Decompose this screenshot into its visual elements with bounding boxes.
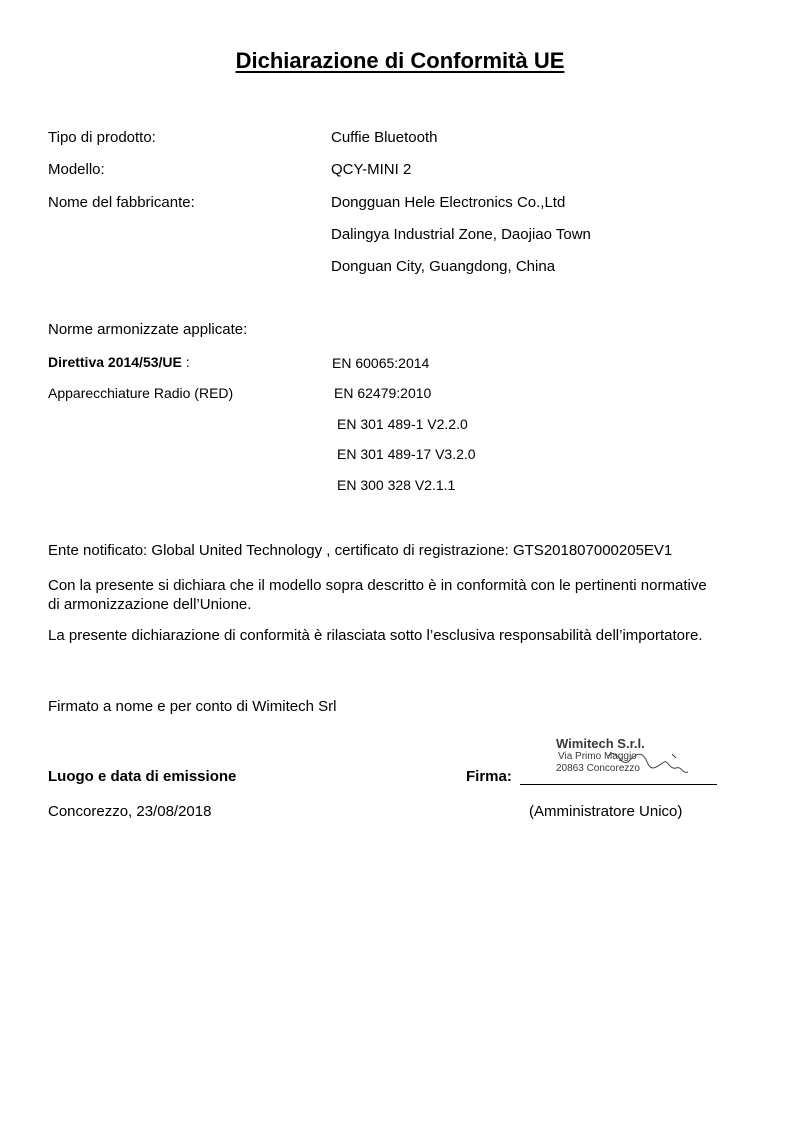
notified-body: Ente notificato: Global United Technology , certificato di registrazione: GTS201807000205EV1 bbox=[48, 542, 673, 559]
standard-item: EN 300 328 V2.1.1 bbox=[337, 477, 456, 493]
manufacturer-address-line: Donguan City, Guangdong, China bbox=[331, 258, 556, 275]
manufacturer-label: Nome del fabbricante: bbox=[48, 194, 195, 211]
signatory-role: (Amministratore Unico) bbox=[529, 803, 683, 820]
signature-line bbox=[520, 784, 717, 785]
model-value: QCY-MINI 2 bbox=[331, 161, 412, 178]
standards-label: Norme armonizzate applicate: bbox=[48, 321, 248, 338]
stamp-company: Wimitech S.r.l. bbox=[556, 736, 645, 751]
handwritten-signature bbox=[548, 736, 718, 782]
conformity-statement: Con la presente si dichiara che il modello sopra descritto è in conformità con le pertinenti normative di armonizzazione dell’Unione. bbox=[48, 577, 707, 613]
directive-name: Direttiva 2014/53/UE bbox=[48, 354, 182, 370]
stamp-address: Via Primo Maggio bbox=[558, 751, 637, 762]
product-type-label: Tipo di prodotto: bbox=[48, 129, 156, 146]
model-label: Modello: bbox=[48, 161, 105, 178]
directive-heading bbox=[48, 354, 190, 370]
signed-for: Firmato a nome e per conto di Wimitech Srl bbox=[48, 698, 337, 715]
standard-item: EN 301 489-1 V2.2.0 bbox=[337, 416, 468, 432]
directive-description: Apparecchiature Radio (RED) bbox=[48, 385, 234, 401]
standard-item: EN 62479:2010 bbox=[334, 385, 432, 401]
place-date-value: Concorezzo, 23/08/2018 bbox=[48, 803, 212, 820]
stamp-city: 20863 Concorezzo bbox=[556, 763, 640, 774]
signature-label: Firma: bbox=[466, 768, 512, 785]
company-stamp bbox=[548, 736, 718, 782]
directive-suffix: : bbox=[181, 354, 190, 370]
manufacturer-address-line: Dalingya Industrial Zone, Daojiao Town bbox=[331, 226, 591, 243]
manufacturer-name: Dongguan Hele Electronics Co.,Ltd bbox=[331, 194, 566, 211]
document-title: Dichiarazione di Conformità UE bbox=[235, 48, 565, 73]
product-type-value: Cuffie Bluetooth bbox=[331, 129, 438, 146]
responsibility-statement: La presente dichiarazione di conformità è rilasciata sotto l’esclusiva responsabilità dell’importatore. bbox=[48, 627, 703, 644]
standard-item: EN 301 489-17 V3.2.0 bbox=[337, 446, 476, 462]
standard-item: EN 60065:2014 bbox=[332, 355, 430, 371]
place-date-label: Luogo e data di emissione bbox=[48, 768, 237, 785]
